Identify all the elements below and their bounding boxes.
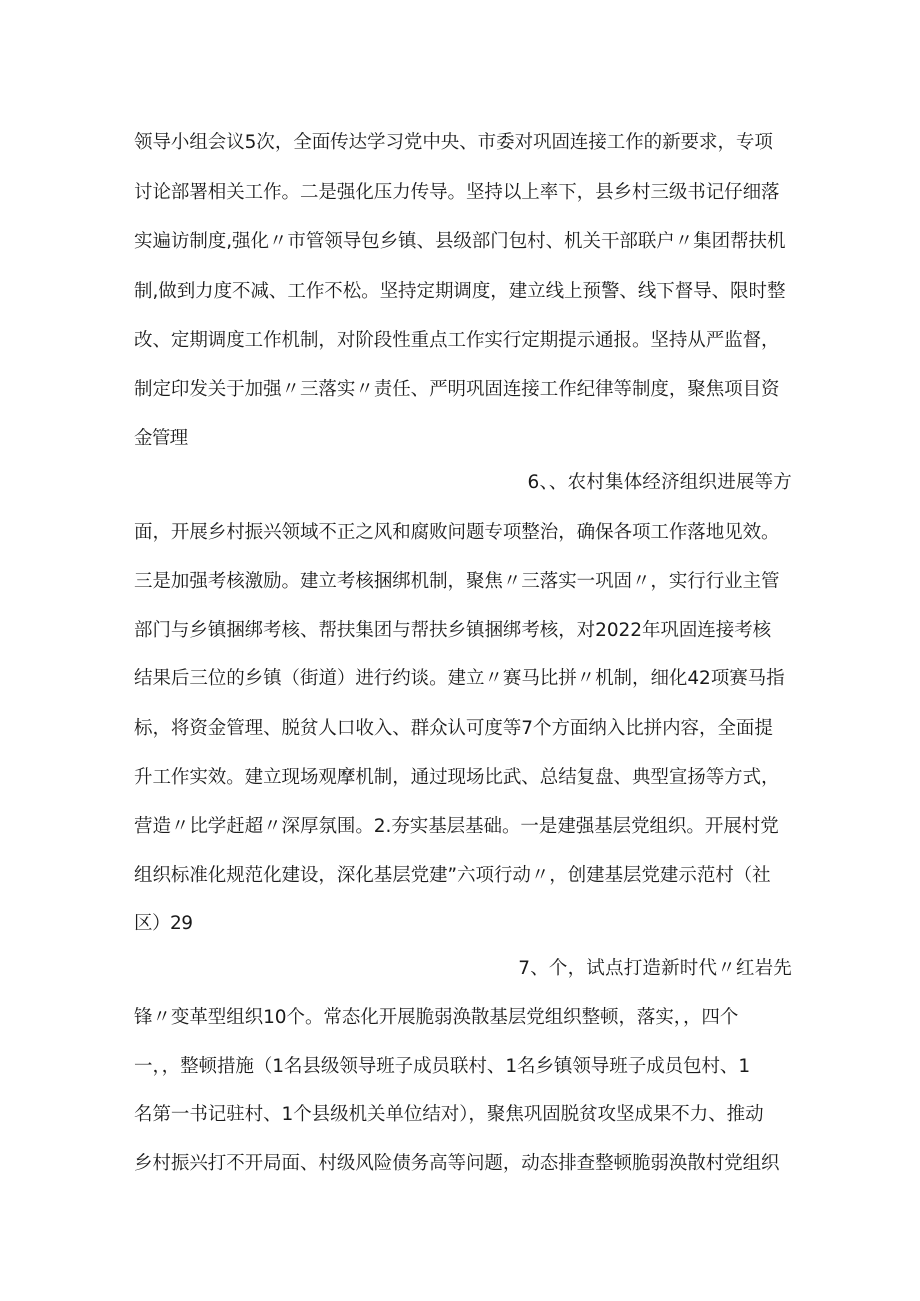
- text-line: 升工作实效。建立现场观摩机制，通过现场比武、总结复盘、典型宣扬等方式，: [134, 767, 780, 788]
- text-line: 制定印发关于加强〃三落实〃责任、严明巩固连接工作纪律等制度，聚焦项目资: [134, 379, 780, 400]
- text-line: 组织标准化规范化建设，深化基层党建”六项行动〃，创建基层党建示范村（社: [134, 865, 771, 886]
- text-line: 结果后三位的乡镇（街道）进行约谈。建立〃赛马比拼〃机制，细化42项赛马指: [134, 668, 785, 689]
- text-line: 三是加强考核激励。建立考核捆绑机制，聚焦〃三落实一巩固〃，实行行业主管: [134, 571, 780, 592]
- section-heading-6: 6、、农村集体经济组织进展等方: [527, 472, 792, 493]
- text-line: 锋〃变革型组织10个。常态化开展脆弱涣散基层党组织整顿，落实，，四个: [134, 1007, 739, 1028]
- text-line: 部门与乡镇捆绑考核、帮扶集团与帮扶乡镇捆绑考核，对2022年巩固连接考核: [134, 620, 772, 641]
- text-line: 金管理: [134, 428, 188, 449]
- text-line: 乡村振兴打不开局面、村级风险债务高等问题，动态排查整顿脆弱涣散村党组织: [134, 1153, 780, 1174]
- text-line: 实遍访制度,强化〃市管领导包乡镇、县级部门包村、机关干部联户〃集团帮扶机: [134, 231, 786, 252]
- section-heading-7: 7、个，试点打造新时代〃红岩先: [518, 958, 792, 979]
- text-line: 面，开展乡村振兴领域不正之风和腐败问题专项整治，确保各项工作落地见效。: [134, 522, 780, 543]
- text-line: 讨论部署相关工作。二是强化压力传导。坚持以上率下，县乡村三级书记仔细落: [134, 182, 780, 203]
- text-line: 改、定期调度工作机制，对阶段性重点工作实行定期提示通报。坚持从严监督，: [134, 330, 780, 351]
- text-line: 名第一书记驻村、1个县级机关单位结对），聚焦巩固脱贫攻坚成果不力、推动: [134, 1104, 764, 1125]
- text-line: 标，将资金管理、脱贫人口收入、群众认可度等7个方面纳入比拼内容，全面提: [134, 718, 773, 739]
- text-line: 一，，整顿措施（1名县级领导班子成员联村、1名乡镇领导班子成员包村、1: [134, 1056, 751, 1077]
- text-line: 区）29: [134, 913, 193, 934]
- text-line: 营造〃比学赶超〃深厚氛围。2.夯实基层基础。一是建强基层党组织。开展村党: [134, 816, 779, 837]
- text-line: 制,做到力度不减、工作不松。坚持定期调度，建立线上预警、线下督导、限时整: [134, 281, 786, 302]
- text-line: 领导小组会议5次，全面传达学习党中央、市委对巩固连接工作的新要求，专项: [134, 132, 773, 153]
